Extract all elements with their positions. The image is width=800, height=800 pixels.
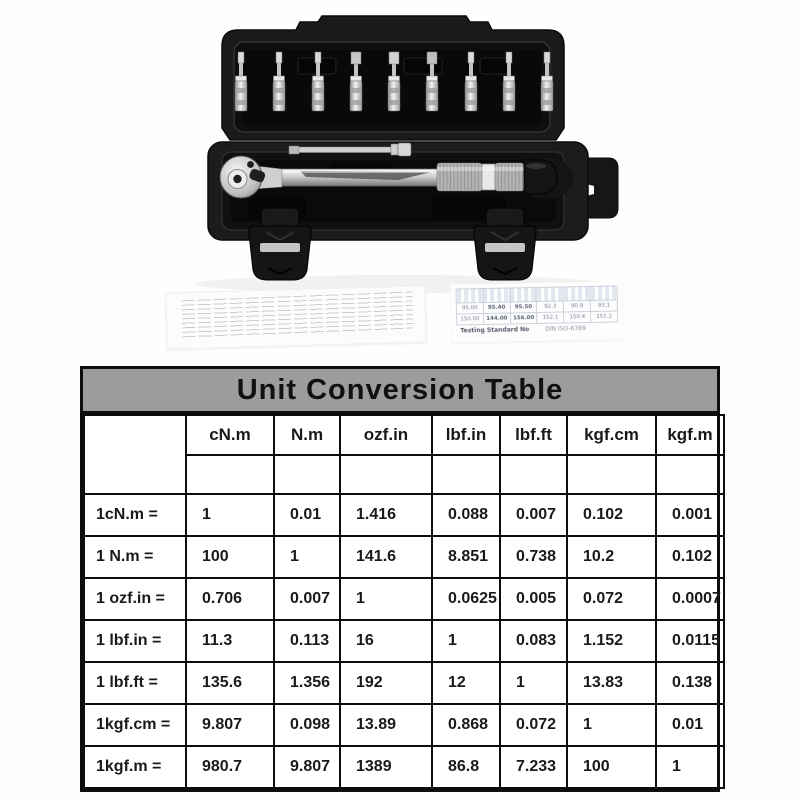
cell: 0.113	[274, 620, 340, 662]
blank-cell	[500, 455, 567, 494]
cell: 7.233	[500, 746, 567, 788]
row-label: 1 ozf.in =	[84, 578, 186, 620]
row-label: 1 lbf.ft =	[84, 662, 186, 704]
instruction-sheet	[165, 285, 426, 349]
cell: 12	[432, 662, 500, 704]
certificate-table	[456, 285, 619, 325]
cell: 9.807	[186, 704, 274, 746]
col-header: cN.m	[186, 415, 274, 455]
cell: 8.851	[432, 536, 500, 578]
col-header: N.m	[274, 415, 340, 455]
table-title: Unit Conversion Table	[83, 369, 717, 414]
col-header: lbf.ft	[500, 415, 567, 455]
row-label: 1kgf.m =	[84, 746, 186, 788]
unit-conversion-table	[80, 366, 720, 792]
cell: 141.6	[340, 536, 432, 578]
cell: 0.001	[656, 494, 724, 536]
blank-cell	[432, 455, 500, 494]
table-row	[84, 746, 724, 788]
fine-print-lines	[178, 292, 413, 341]
certificate-row: 95.00 95.40 95.50 92.3 90.9 93.1	[456, 300, 617, 314]
testing-standard-label: Testing Standard No	[460, 326, 530, 335]
cell: 10.2	[567, 536, 656, 578]
cell: 1	[656, 746, 724, 788]
certificate-footer	[456, 324, 618, 335]
row-label: 1kgf.cm =	[84, 704, 186, 746]
cell: 0.102	[656, 536, 724, 578]
cell: 100	[186, 536, 274, 578]
cell: 1	[567, 704, 656, 746]
table-row	[84, 494, 724, 536]
cell: 1	[186, 494, 274, 536]
cell: 1	[432, 620, 500, 662]
cell: 1.356	[274, 662, 340, 704]
col-header: kgf.cm	[567, 415, 656, 455]
cell: 0.083	[500, 620, 567, 662]
table-row	[84, 704, 724, 746]
blank-cell	[567, 455, 656, 494]
cell: 192	[340, 662, 432, 704]
cell: 16	[340, 620, 432, 662]
cell: 0.738	[500, 536, 567, 578]
row-label: 1cN.m =	[84, 494, 186, 536]
cell: 0.072	[567, 578, 656, 620]
calibration-certificate	[450, 281, 623, 342]
row-label: 1 lbf.in =	[84, 620, 186, 662]
cell: 1389	[340, 746, 432, 788]
cell: 980.7	[186, 746, 274, 788]
conversion-grid	[83, 414, 725, 789]
cell: 1.152	[567, 620, 656, 662]
cell: 100	[567, 746, 656, 788]
cell: 0.102	[567, 494, 656, 536]
col-header: kgf.m	[656, 415, 724, 455]
col-header: lbf.in	[432, 415, 500, 455]
blank-cell	[340, 455, 432, 494]
cell: 9.807	[274, 746, 340, 788]
cell: 1	[500, 662, 567, 704]
table-row	[84, 536, 724, 578]
unit-header-row	[84, 415, 724, 455]
certificate-row: 150.00 144.00 156.00 152.1 150.4 151.2	[457, 311, 618, 325]
cell: 0.0007	[656, 578, 724, 620]
cell: 86.8	[432, 746, 500, 788]
cell: 0.007	[500, 494, 567, 536]
row-label: 1 N.m =	[84, 536, 186, 578]
blank-cell	[274, 455, 340, 494]
testing-standard-value: DIN ISO-6789	[545, 325, 586, 333]
cell: 0.088	[432, 494, 500, 536]
cell: 0.005	[500, 578, 567, 620]
table-row	[84, 662, 724, 704]
cell: 0.868	[432, 704, 500, 746]
table-row	[84, 578, 724, 620]
cell: 1	[274, 536, 340, 578]
cell: 0.098	[274, 704, 340, 746]
cell: 0.0625	[432, 578, 500, 620]
cell: 1	[340, 578, 432, 620]
cell: 135.6	[186, 662, 274, 704]
cell: 13.83	[567, 662, 656, 704]
table-row	[84, 620, 724, 662]
blank-cell	[186, 455, 274, 494]
corner-cell	[84, 415, 186, 494]
cell: 0.706	[186, 578, 274, 620]
cell: 0.007	[274, 578, 340, 620]
cell: 0.0115	[656, 620, 724, 662]
cell: 11.3	[186, 620, 274, 662]
col-header: ozf.in	[340, 415, 432, 455]
blank-cell	[656, 455, 724, 494]
cell: 0.01	[274, 494, 340, 536]
product-photo	[0, 0, 800, 362]
cell: 1.416	[340, 494, 432, 536]
cell: 0.01	[656, 704, 724, 746]
cell: 0.072	[500, 704, 567, 746]
cell: 13.89	[340, 704, 432, 746]
cell: 0.138	[656, 662, 724, 704]
